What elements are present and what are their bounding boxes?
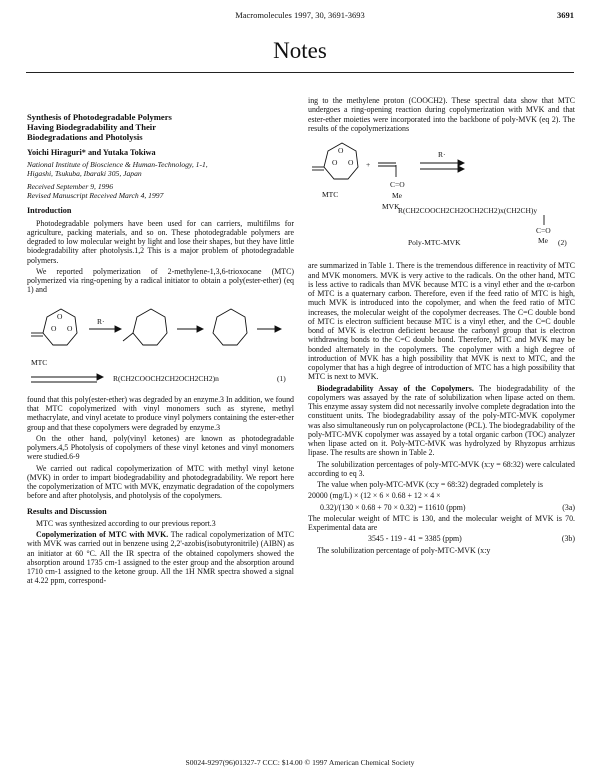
- equation-3b-label: (3b): [561, 534, 575, 544]
- paragraph-6: MTC was synthesized according to our previous report.3: [36, 518, 216, 528]
- scheme-2-structures: [308, 137, 575, 255]
- scheme-2-product: R(CH2COOCH2CH2OCH2CH2)x(CH2CH)y: [398, 206, 538, 215]
- section-title: Notes: [273, 38, 327, 63]
- scheme-1: [27, 299, 294, 391]
- paragraph-4: On the other hand, poly(vinyl ketones) are known as photodegradable polymers.4,5 Photolysis of copolymers of these vinyl ketones and vinyl monomers were studied.6-9: [27, 433, 294, 462]
- paragraph-5: We carried out radical copolymerization of MTC with methyl vinyl ketone (MVK) in order to impart biodegradability and photodegradability. We report here the copolymerization of MTC with MVK, enzymatic degradation of the copolymers before and after photolysis, and photolysis of the copolymers.: [27, 463, 294, 501]
- scheme-1-mtc-label: MTC: [31, 357, 48, 367]
- title-rule: [26, 72, 574, 73]
- scheme-1-structures: [27, 299, 294, 389]
- right-paragraph-5: The value when poly-MTC-MVK (x:y = 68:32) degraded completely is: [317, 480, 543, 489]
- copolymerization-heading: Copolymerization of MTC with MVK.: [36, 530, 169, 540]
- article-title: Synthesis of Photodegradable Polymers Having Biodegradability and Their Biodegradations and Photolysis: [27, 112, 172, 142]
- paragraph-7: Copolymerization of MTC with MVK. The radical copolymerization of MTC with MVK was carried out in benzene using 2,2'-azobis(isobutyronitrile) (AIBN) as an initiator at 60 °C. All the IR spectra of the obtained copolymers showed the absorption around 1735 cm-1 assigned to the ester group and the absorption around 1710 cm-1 assigned to the ketone group. All the 1H NMR spectra showed a signal at 4.22 ppm, correspond-: [27, 530, 294, 586]
- page-footer: S0024-9297(96)01327-7 CCC: $14.00 © 1997 American Chemical Society: [185, 758, 415, 767]
- right-paragraph-4: The solubilization percentages of poly-MTC-MVK (x:y = 68:32) were calculated according to eq 3.: [308, 459, 575, 478]
- intermediate-ring-1: [133, 309, 167, 345]
- mvk-carbonyl: C=O: [390, 180, 405, 189]
- right-paragraph-6: The molecular weight of MTC is 130, and the molecular weight of MVK is 70. Experimental data are: [308, 513, 575, 532]
- right-column: [308, 96, 575, 557]
- scheme-2-mtc-label: MTC: [322, 190, 339, 199]
- mvk-methyl: Me: [392, 191, 402, 200]
- svg-text:O: O: [51, 323, 57, 333]
- scheme-2: [308, 137, 575, 257]
- paragraph-3: found that this poly(ester-ether) was degraded by an enzyme.3 In addition, we found that MTC copolymerized with vinyl monomers such as styrene, methyl methacrylate, and vinyl acetate to produce vinyl polymers containing the ester-ether group and that these copolymers were degraded by enzyme.3: [27, 394, 294, 432]
- intermediate-ring-2: [213, 309, 247, 345]
- equation-3a-line-1: 20000 (mg/L) × (12 × 6 × 0.68 + 12 × 4 ×: [308, 491, 441, 501]
- equation-3a-label: (3a): [562, 502, 575, 512]
- scheme-1-radical: R·: [97, 316, 105, 326]
- product-methyl: Me: [538, 236, 548, 245]
- svg-text:O: O: [57, 311, 63, 321]
- left-column: [27, 98, 294, 588]
- right-paragraph-3: Biodegradability Assay of the Copolymers. The biodegradability of the copolymers was assayed by the rate of solubilization when lipase acted on them. This enzyme assay system did not necessarily involve complete degradation into the constituent units. The biodegradability assay of the poly-MTC-MVK copolymer was also simultaneously run on polycaprolactone (PCL). The biodegradability of the poly-MTC-MVK copolymer was assayed by a total organic carbon (TOC) analyzer when lipase acted on it. Poly-MTC-MVK was hydrolyzed by Rhyzopus arrhizus lipase. The results are shown in Table 2.: [308, 383, 575, 458]
- intro-paragraph-2: We reported polymerization of 2-methylene-1,3,6-trioxocane (MTC) polymerized via ring-opening by a radical initiator to obtain a poly(ester-ether) (eq 1) and: [27, 266, 294, 295]
- svg-text:O: O: [338, 146, 344, 155]
- results-heading: Results and Discussion: [27, 506, 107, 516]
- product-carbonyl: C=O: [536, 226, 551, 235]
- affiliation: National Institute of Bioscience & Human-Technology, 1-1, Higashi, Tsukuba, Ibaraki 305, Japan: [27, 160, 208, 179]
- intro-paragraph-1: Photodegradable polymers have been used for can carriers, multifilms for agriculture, packing materials, and so on. These photodegradable polymers are degraded to low molecular weight by light and lose their shapes, but they have little biodegradability after photolysis.1,2 This is a major problem of photodegradable polymers.: [27, 218, 294, 265]
- page-number: 3691: [557, 10, 574, 20]
- svg-text:O: O: [348, 158, 354, 167]
- scheme-2-eq-number: (2): [558, 238, 567, 247]
- svg-text:+: +: [366, 160, 371, 169]
- scheme-2-radical: R·: [438, 150, 446, 159]
- biodegradability-heading: Biodegradability Assay of the Copolymers.: [317, 383, 474, 393]
- right-paragraph-2: are summarized in Table 1. There is the tremendous difference in reactivity of MTC and MVK monomers. MVK is very active to the radicals. On the other hand, MTC is less active to radicals than MVK because MTC is a vinyl ether and the α-carbon of MTC is a quaternary carbon. Therefore, even if the feed ratio of MTC is high, much MVK is introduced into the copolymer, and when the feed ratio of MTC increases, the molecular weight of the copolymer decreases. The C=C double bond of MTC is electron sufficient because MTC is a vinyl ether, and the C=C double bond of MVK is electron deficient because the carbonyl group that is electron withdrawing bonds to the C=C double bond. Therefore, MTC and MVK may be bonded alternately in the copolymers. The copolymer with a high degree of introduction of MVK has a high possibility that MVK is next to MTC, and the copolymer that has a high degree of introduction of MTC has a high possibility that MTC is next to MVK.: [308, 261, 575, 382]
- svg-text:O: O: [332, 158, 338, 167]
- scheme-2-polymer-name: Poly-MTC-MVK: [408, 238, 461, 247]
- scheme-1-product: R(CH2COOCH2CH2OCH2CH2)n: [113, 373, 219, 383]
- svg-text:O: O: [67, 323, 73, 333]
- authors: Yoichi Hiraguri* and Yutaka Tokiwa: [27, 148, 156, 157]
- journal-citation: Macromolecules 1997, 30, 3691-3693: [235, 10, 365, 20]
- right-paragraph-1: ing to the methylene proton (COOCH2). These spectral data show that MTC undergoes a ring-opening reaction during copolymerization with MVK and that ester-ether moieties were incorporated into the backbone of poly-MVK (eq 2). The results of the copolymerizations: [308, 96, 575, 133]
- equation-3b: 3545 - 119 - 41 = 3385 (ppm) (3b): [368, 534, 575, 544]
- scheme-1-eq-number: (1): [277, 373, 286, 383]
- right-paragraph-7: The solubilization percentage of poly-MTC-MVK (x:y: [317, 545, 491, 555]
- equation-3a: 0.32)/(130 × 0.68 + 70 × 0.32) = 11610 (ppm) (3a): [320, 502, 575, 512]
- intro-heading: Introduction: [27, 206, 72, 216]
- scheme-2-mvk-label: MVK: [382, 202, 400, 211]
- dates: Received September 9, 1996 Revised Manuscript Received March 4, 1997: [27, 181, 164, 200]
